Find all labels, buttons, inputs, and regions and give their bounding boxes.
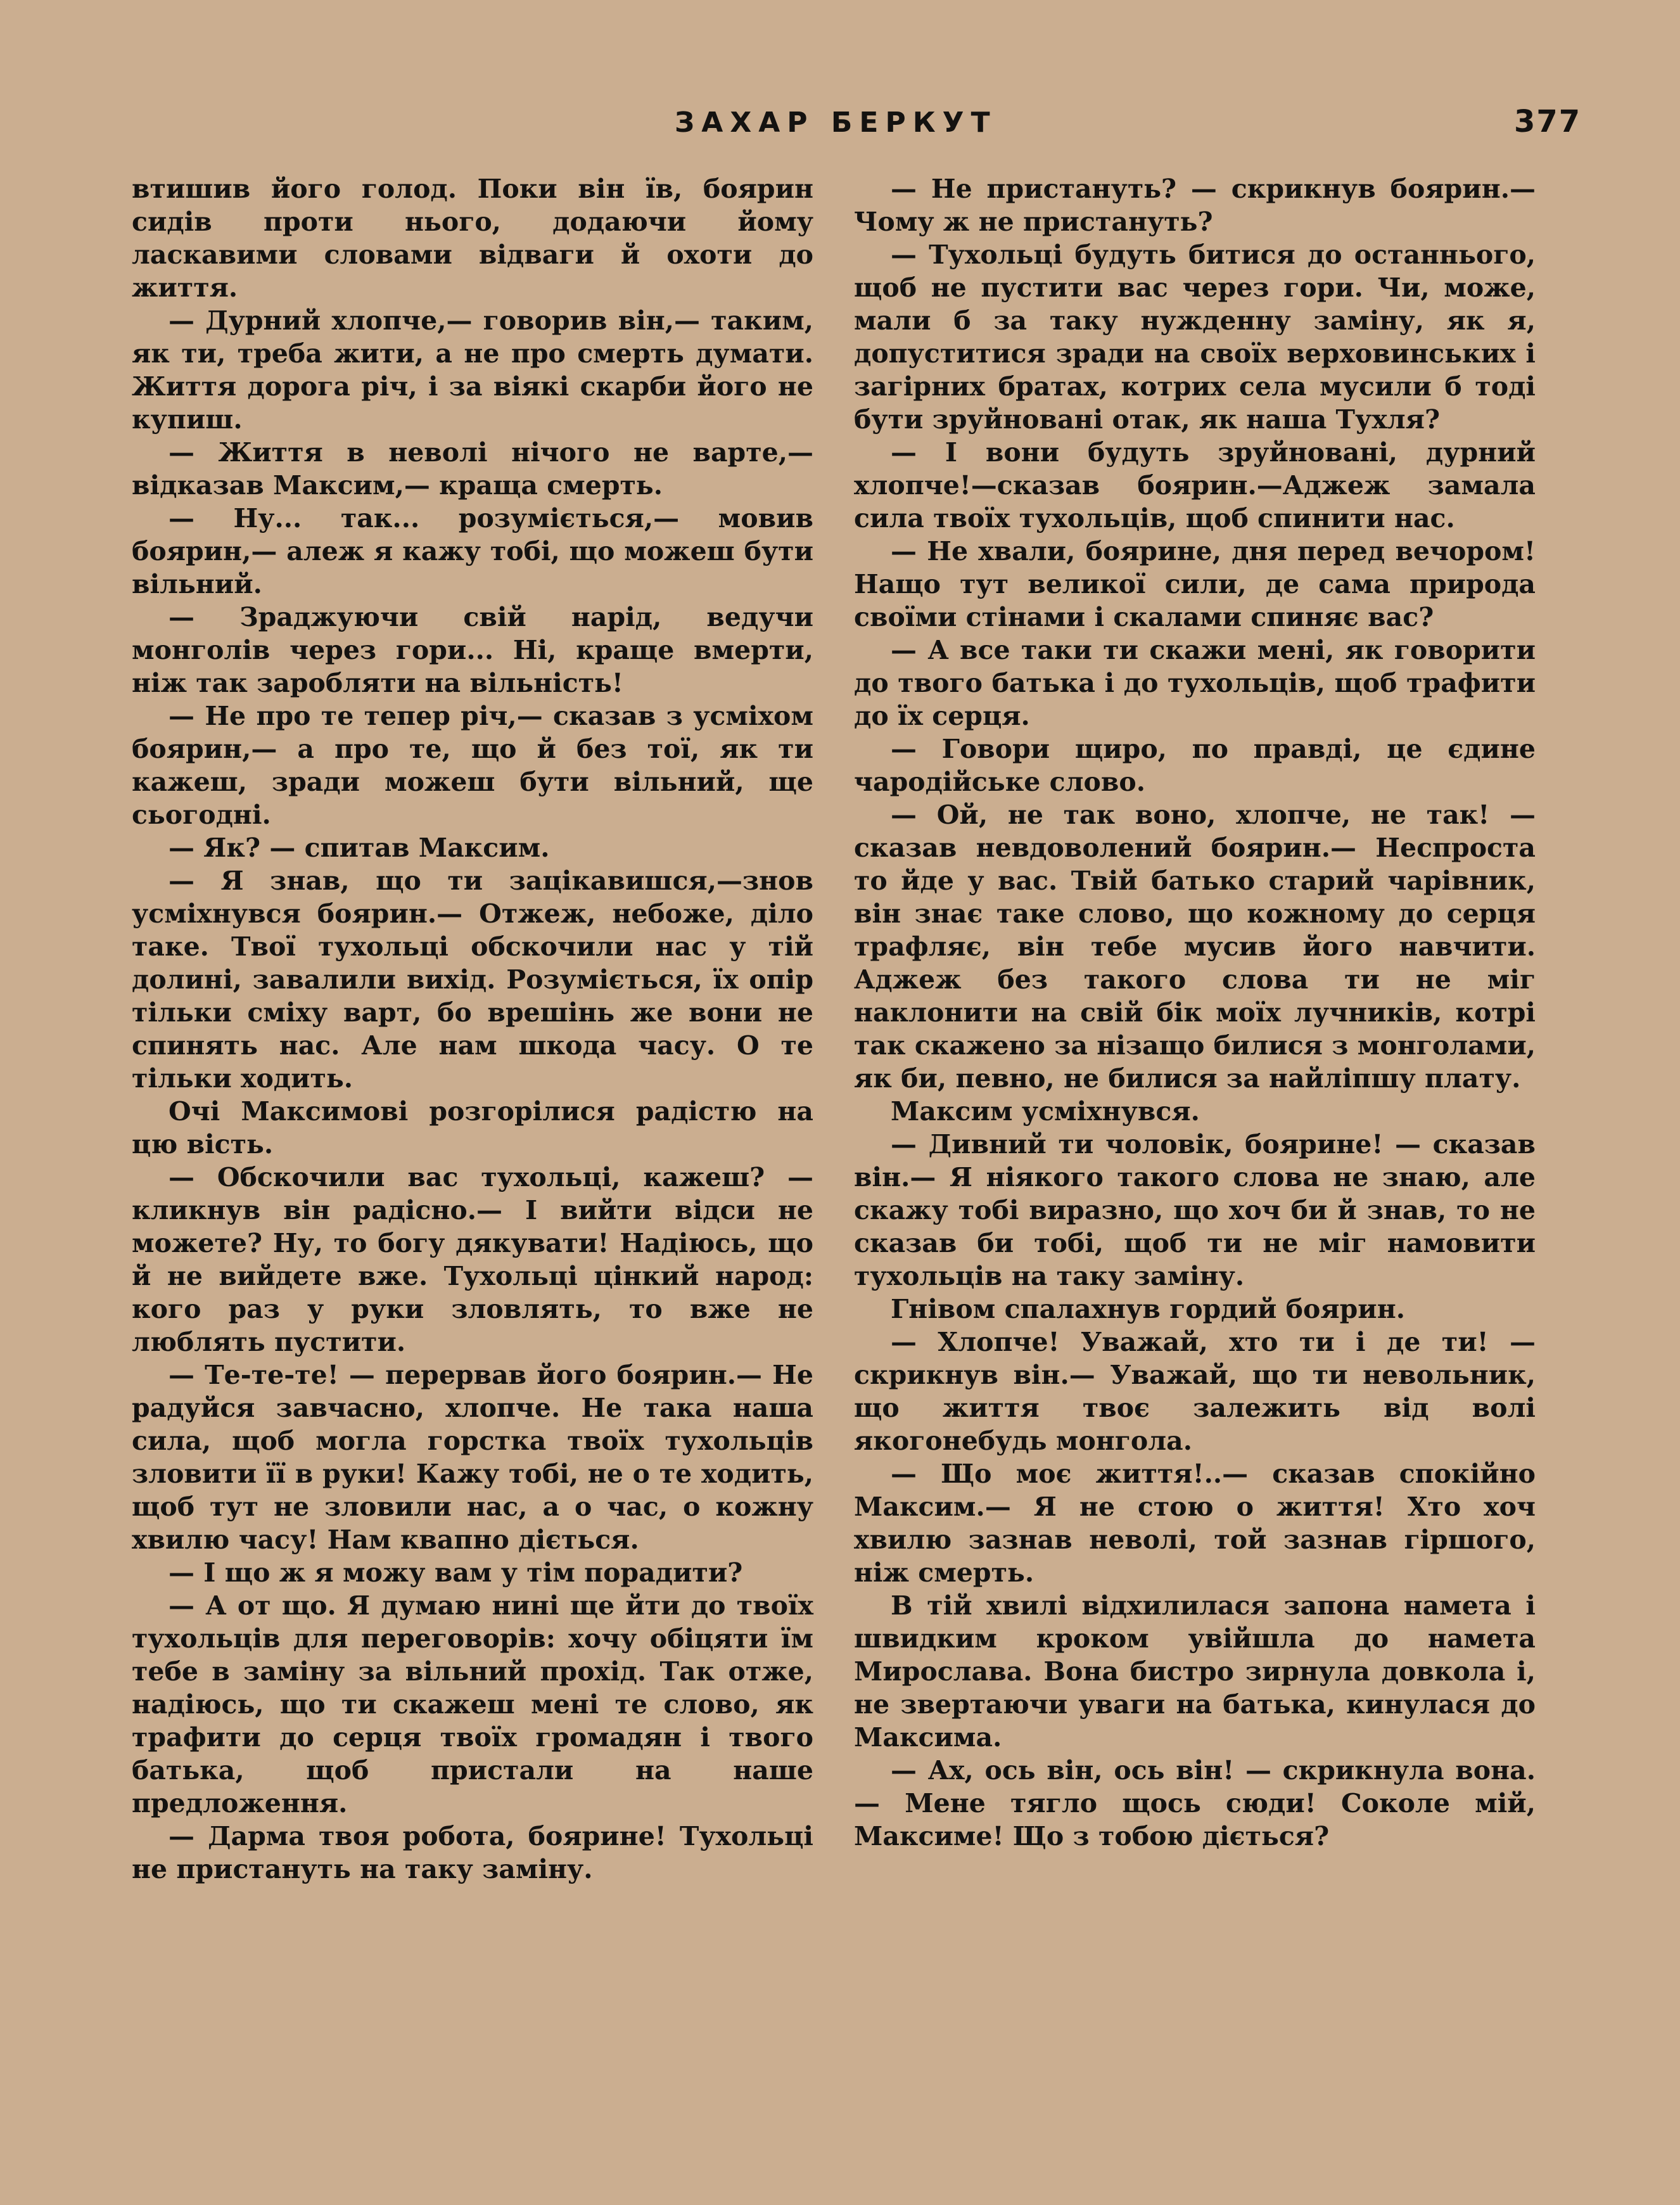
paragraph: — Дурний хлопче,— говорив він,— таким, як ти, треба жити, а не про смерть думати. Життя дорога річ, і за віякі скарби його не купиш. bbox=[132, 305, 813, 435]
paragraph: — Ой, не так воно, хлопче, не так! — сказав невдоволений боярин.— Неспроста то йде у вас. Твій батько старий чарівник, він знає таке слово, що кожному до серця трафляє, він тебе мусив його навчити. Аджеж без такого слова ти не міг наклонити на свій бік моїх лучників, котрі так скажено за нізащо билися з монголами, як би, певно, не билися за найліпшу плату. bbox=[854, 800, 1536, 1094]
paragraph: — Дарма твоя робота, боярине! Тухольці не пристануть на таку заміну. bbox=[132, 1821, 813, 1884]
running-title: ЗАХАР БЕРКУТ bbox=[675, 106, 997, 139]
paragraph: — Тухольці будуть битися до останнього, щоб не пустити вас через гори. Чи, може, мали б за таку нужденну заміну, як я, допуститися зради на своїх верховинських і загірних братах, котрих села мусили б тоді бути зруйновані отак, як наша Тухля? bbox=[854, 240, 1536, 435]
page-number: 377 bbox=[1514, 104, 1582, 139]
paragraph: — Не пристануть? — скрикнув боярин.— Чому ж не пристануть? bbox=[854, 174, 1536, 237]
paragraph: — Не про те тепер річ,— сказав з усміхом боярин,— а про те, що й без тої, як ти кажеш, зради можеш бути вільний, ще сьогодні. bbox=[132, 701, 813, 830]
paragraph: Очі Максимові розгорілися радістю на цю вість. bbox=[132, 1096, 813, 1160]
paragraph: Гнівом спалахнув гордий боярин. bbox=[891, 1294, 1405, 1324]
paragraph: — Обскочили вас тухольці, кажеш? — кликнув він радісно.— І вийти відси не можете? Ну, то богу дякувати! Надіюсь, що й не вийдете вже. Тухольці цінкий народ: кого раз у руки зловлять, то вже не люблять пустити. bbox=[132, 1162, 813, 1357]
paragraph: — І що ж я можу вам у тім порадити? bbox=[169, 1557, 743, 1588]
paragraph: Максим усміхнувся. bbox=[891, 1096, 1200, 1127]
paragraph: — І вони будуть зруйновані, дурний хлопче!—сказав боярин.—Аджеж замала сила твоїх тухольців, щоб спинити нас. bbox=[854, 437, 1536, 534]
paragraph: — Говори щиро, по правді, це єдине чародійське слово. bbox=[854, 734, 1536, 797]
paragraph: — Я знав, що ти зацікавишся,—знов усміхнувся боярин.— Отжеж, небоже, діло таке. Твої тухольці обскочили нас у тій долині, завалили вихід. Розуміється, їх опір тільки сміху варт, бо врешінь же вони не спинять нас. Але нам шкода часу. О те тільки ходить. bbox=[132, 866, 813, 1094]
left-text-column bbox=[132, 172, 813, 1886]
paragraph: — Дивний ти чоловік, боярине! — сказав він.— Я ніякого такого слова не знаю, але скажу тобі виразно, що хоч би й знав, то не сказав би тобі, щоб ти не міг намовити тухольців на таку заміну. bbox=[854, 1129, 1536, 1291]
paragraph: — Хлопче! Уважай, хто ти і де ти! — скрикнув він.— Уважай, що ти невольник, що життя твоє залежить від волі якогонебудь монгола. bbox=[854, 1327, 1536, 1456]
paragraph: — Як? — спитав Максим. bbox=[169, 833, 550, 863]
paragraph: — А все таки ти скажи мені, як говорити до твого батька і до тухольців, щоб трафити до їх серця. bbox=[854, 635, 1536, 731]
paragraph: В тій хвилі відхилилася запона намета і швидким кроком увійшла до намета Мирослава. Вона бистро зирнула довкола і, не звертаючи уваги на батька, кинулася до Максима. bbox=[854, 1590, 1536, 1753]
paragraph: — Не хвали, боярине, дня перед вечором! Нащо тут великої сили, де сама природа своїми стінами і скалами спиняє вас? bbox=[854, 536, 1536, 632]
paragraph: — Зраджуючи свій нарід, ведучи монголів через гори... Ні, краще вмерти, ніж так заробляти на вільність! bbox=[132, 602, 813, 698]
paragraph: втишив його голод. Поки він їв, боярин сидів проти нього, додаючи йому ласкавими словами відваги й охоти до життя. bbox=[132, 174, 813, 303]
paragraph: — Ах, ось він, ось він! — скрикнула вона.— Мене тягло щось сюди! Соколе мій, Максиме! Що з тобою діється? bbox=[854, 1755, 1536, 1851]
paragraph: — А от що. Я думаю нині ще йти до твоїх тухольців для переговорів: хочу обіцяти їм тебе в заміну за вільний прохід. Так отже, надіюсь, що ти скажеш мені те слово, як трафити до серця твоїх громадян і твого батька, щоб пристали на наше предложення. bbox=[132, 1590, 813, 1818]
paragraph: — Життя в неволі нічого не варте,— відказав Максим,— краща смерть. bbox=[132, 437, 813, 501]
paragraph: — Те-те-те! — перервав його боярин.— Не радуйся завчасно, хлопче. Не така наша сила, щоб могла горстка твоїх тухольців зловити її в руки! Кажу тобі, не о те ходить, щоб тут не зловили нас, а о час, о кожну хвилю часу! Нам квапно діється. bbox=[132, 1360, 813, 1555]
right-text-column bbox=[854, 172, 1536, 1853]
paragraph: — Ну... так... розуміється,— мовив боярин,— алеж я кажу тобі, що можеш бути вільний. bbox=[132, 503, 813, 599]
paragraph: — Що моє життя!..— сказав спокійно Максим.— Я не стою о життя! Хто хоч хвилю зазнав неволі, той зазнав гіршого, ніж смерть. bbox=[854, 1459, 1536, 1588]
